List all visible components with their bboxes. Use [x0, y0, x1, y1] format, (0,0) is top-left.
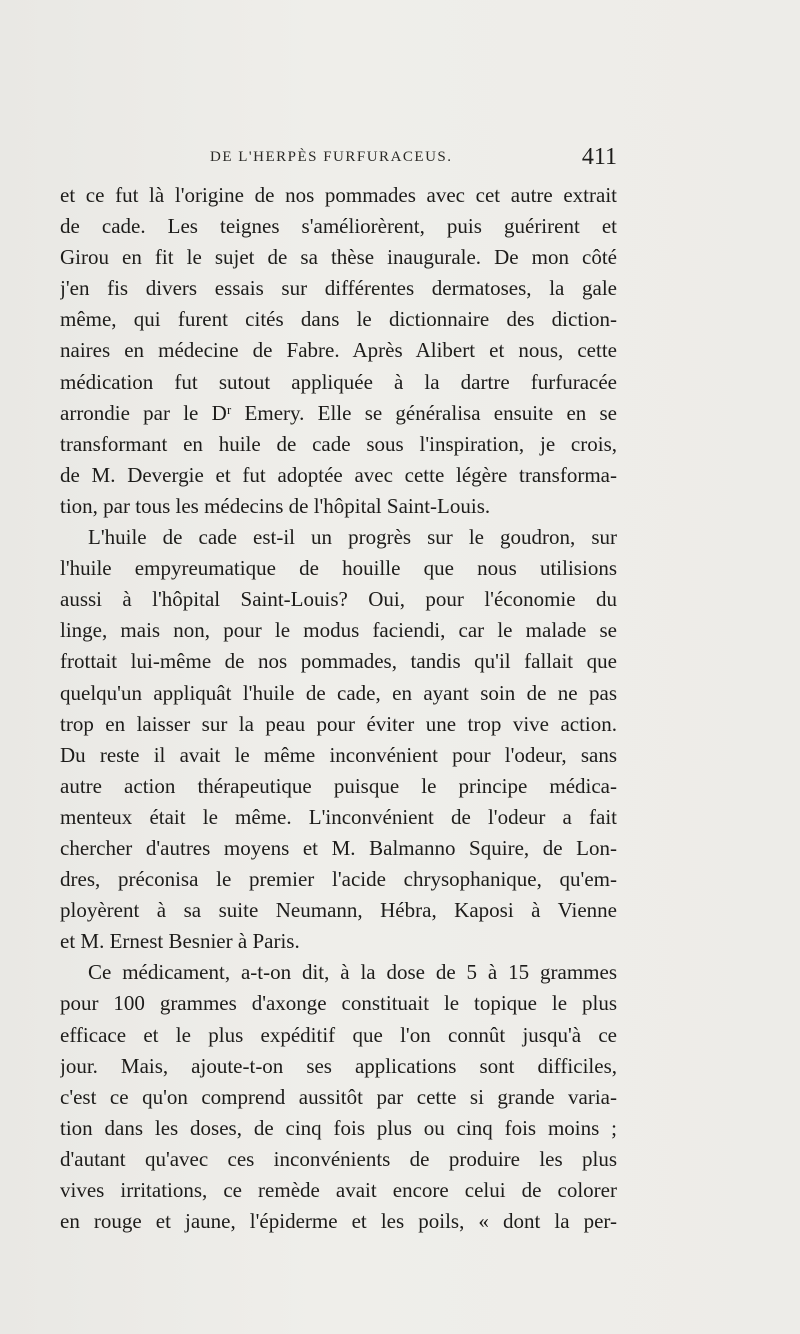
text-line: efficace et le plus expéditif que l'on connût jusqu'à ce — [60, 1022, 617, 1047]
text-line: et M. Ernest Besnier à Paris. — [60, 929, 300, 954]
text-line: Ce médicament, a-t-on dit, à la dose de 5 à 15 grammes — [88, 960, 617, 985]
text-line: Du reste il avait le même inconvénient pour l'odeur, sans — [60, 742, 617, 767]
paragraph — [60, 957, 617, 1237]
text-line: pour 100 grammes d'axonge constituait le topique le plus — [60, 991, 617, 1016]
text-line: en rouge et jaune, l'épiderme et les poils, « dont la per- — [60, 1209, 617, 1234]
text-line: et ce fut là l'origine de nos pommades avec cet autre extrait — [60, 183, 617, 207]
text-line: naires en médecine de Fabre. Après Alibert et nous, cette — [60, 338, 617, 363]
text-line: frottait lui-même de nos pommades, tandis qu'il fallait que — [60, 649, 617, 674]
text-line: d'autant qu'avec ces inconvénients de produire les plus — [60, 1146, 617, 1171]
text-line: chercher d'autres moyens et M. Balmanno Squire, de Lon- — [60, 835, 617, 860]
running-head: DE L'HERPÈS FURFURACEUS. — [210, 149, 453, 165]
text-line: arrondie par le Dʳ Emery. Elle se généralisa ensuite en se — [60, 400, 617, 425]
text-line: de M. Devergie et fut adoptée avec cette légère transforma- — [60, 462, 617, 487]
text-line: L'huile de cade est-il un progrès sur le goudron, sur — [88, 525, 617, 550]
text-line: médication fut sutout appliquée à la dartre furfuracée — [60, 369, 617, 394]
paragraph — [60, 522, 617, 957]
text-line: transformant en huile de cade sous l'inspiration, je crois, — [60, 431, 617, 456]
page-number: 411 — [581, 144, 617, 170]
text-line: tion dans les doses, de cinq fois plus ou cinq fois moins ; — [60, 1115, 617, 1140]
text-line: dres, préconisa le premier l'acide chrysophanique, qu'em- — [60, 867, 617, 892]
paragraph — [60, 180, 617, 522]
text-line: vives irritations, ce remède avait encore celui de colorer — [60, 1178, 617, 1202]
body-text — [60, 180, 617, 1237]
text-line: linge, mais non, pour le modus faciendi, car le malade se — [60, 618, 617, 643]
page-header — [60, 144, 617, 177]
text-line: tion, par tous les médecins de l'hôpital Saint-Louis. — [60, 493, 491, 518]
text-line: de cade. Les teignes s'améliorèrent, puis guérirent et — [60, 214, 617, 239]
text-line: ployèrent à sa suite Neumann, Hébra, Kaposi à Vienne — [60, 898, 617, 923]
text-line: menteux était le même. L'inconvénient de l'odeur a fait — [60, 804, 617, 829]
text-line: autre action thérapeutique puisque le principe médica- — [60, 773, 617, 798]
text-line: aussi à l'hôpital Saint-Louis? Oui, pour l'économie du — [60, 587, 617, 612]
text-line: même, qui furent cités dans le dictionnaire des diction- — [60, 307, 617, 332]
text-line: c'est ce qu'on comprend aussitôt par cette si grande varia- — [60, 1084, 617, 1109]
text-line: jour. Mais, ajoute-t-on ses applications sont difficiles, — [60, 1053, 617, 1078]
text-line: j'en fis divers essais sur différentes dermatoses, la gale — [60, 276, 617, 301]
text-line: Girou en fit le sujet de sa thèse inaugurale. De mon côté — [60, 245, 617, 270]
text-line: trop en laisser sur la peau pour éviter une trop vive action. — [60, 711, 617, 736]
text-line: quelqu'un appliquât l'huile de cade, en ayant soin de ne pas — [60, 680, 617, 705]
text-line: l'huile empyreumatique de houille que nous utilisions — [60, 556, 617, 581]
